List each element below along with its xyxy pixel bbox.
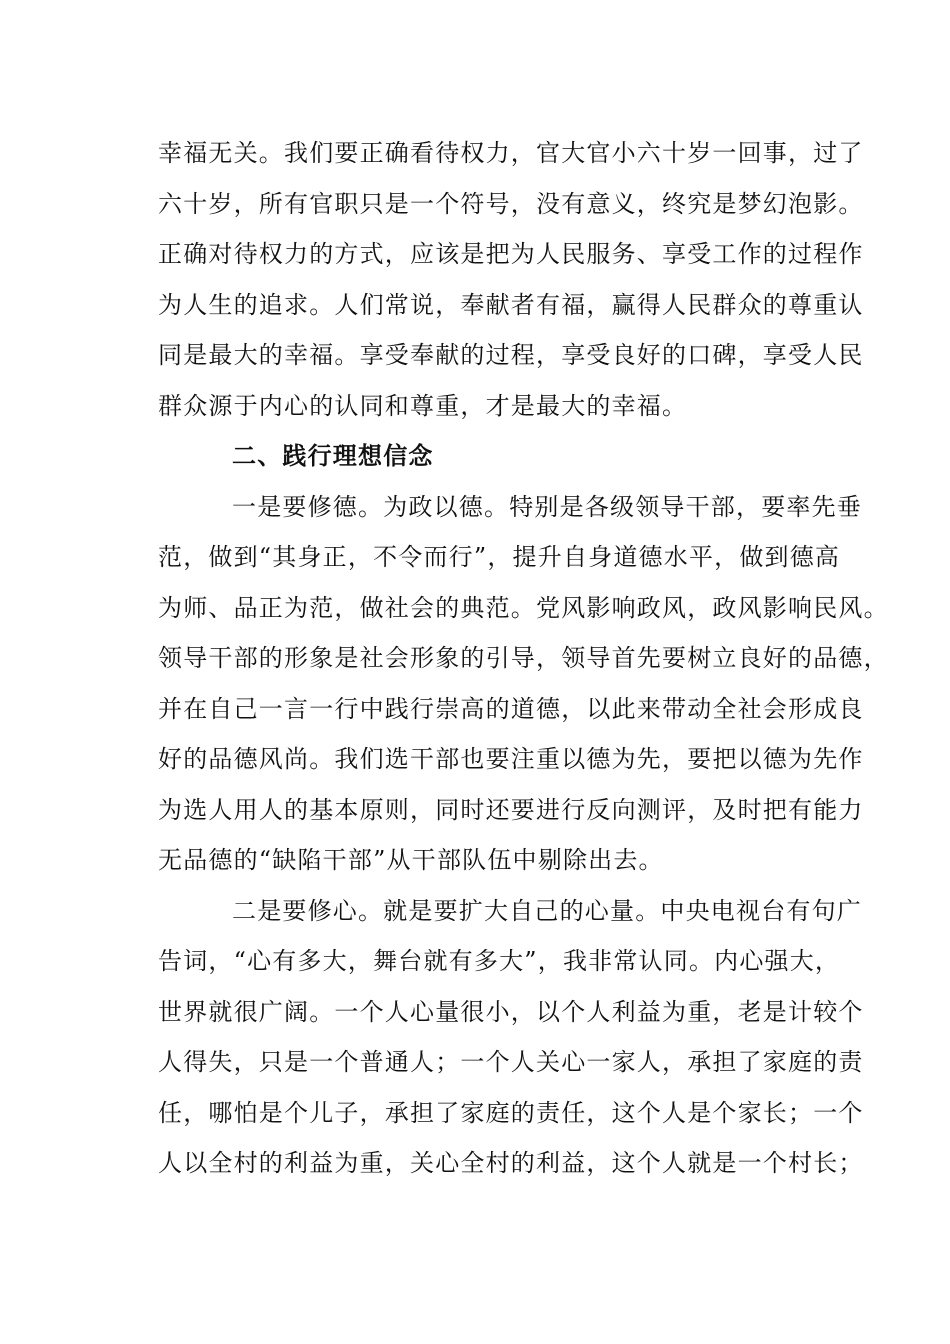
text-line: 幸福无关。我们要正确看待权力，官大官小六十岁一回事，过了	[158, 139, 864, 167]
text-line: 领导干部的形象是社会形象的引导，领导首先要树立良好的品德，	[158, 644, 889, 672]
text-line: 群众源于内心的认同和尊重，才是最大的幸福。	[158, 391, 688, 420]
text-line: 好的品德风尚。我们选干部也要注重以德为先，要把以德为先作	[158, 745, 864, 773]
text-line: 同是最大的幸福。享受奉献的过程，享受良好的口碑，享受人民	[158, 341, 864, 369]
text-line: 人得失，只是一个普通人；一个人关心一家人，承担了家庭的责	[158, 1048, 864, 1076]
text-line: 为选人用人的基本原则，同时还要进行反向测评，及时把有能力	[158, 795, 864, 824]
text-line: 世界就很广阔。一个人心量很小，以个人利益为重，老是计较个	[158, 997, 864, 1026]
text-line: 六十岁，所有官职只是一个符号，没有意义，终究是梦幻泡影。	[158, 189, 864, 218]
section-heading: 二、践行理想信念	[232, 441, 434, 470]
text-line: 为师、品正为范，做社会的典范。党风影响政风，政风影响民风。	[158, 593, 889, 622]
body-text	[158, 128, 889, 1189]
text-line: 范，做到“其身正，不令而行”，提升自身道德水平，做到德高	[158, 543, 841, 571]
text-line: 一是要修德。为政以德。特别是各级领导干部，要率先垂	[232, 492, 862, 521]
text-line: 人以全村的利益为重，关心全村的利益，这个人就是一个村长；	[158, 1149, 864, 1177]
text-line: 并在自己一言一行中践行崇高的道德，以此来带动全社会形成良	[158, 694, 864, 723]
text-line: 正确对待权力的方式，应该是把为人民服务、享受工作的过程作	[158, 240, 864, 268]
text-line: 为人生的追求。人们常说，奉献者有福，赢得人民群众的尊重认	[158, 290, 864, 319]
text-line: 告词，“心有多大，舞台就有多大”，我非常认同。内心强大，	[158, 947, 841, 975]
text-line: 无品德的“缺陷干部”从干部队伍中剔除出去。	[158, 846, 664, 874]
text-line: 二是要修心。就是要扩大自己的心量。中央电视台有句广	[232, 896, 862, 925]
text-line: 任，哪怕是个儿子，承担了家庭的责任，这个人是个家长；一个	[158, 1098, 864, 1127]
